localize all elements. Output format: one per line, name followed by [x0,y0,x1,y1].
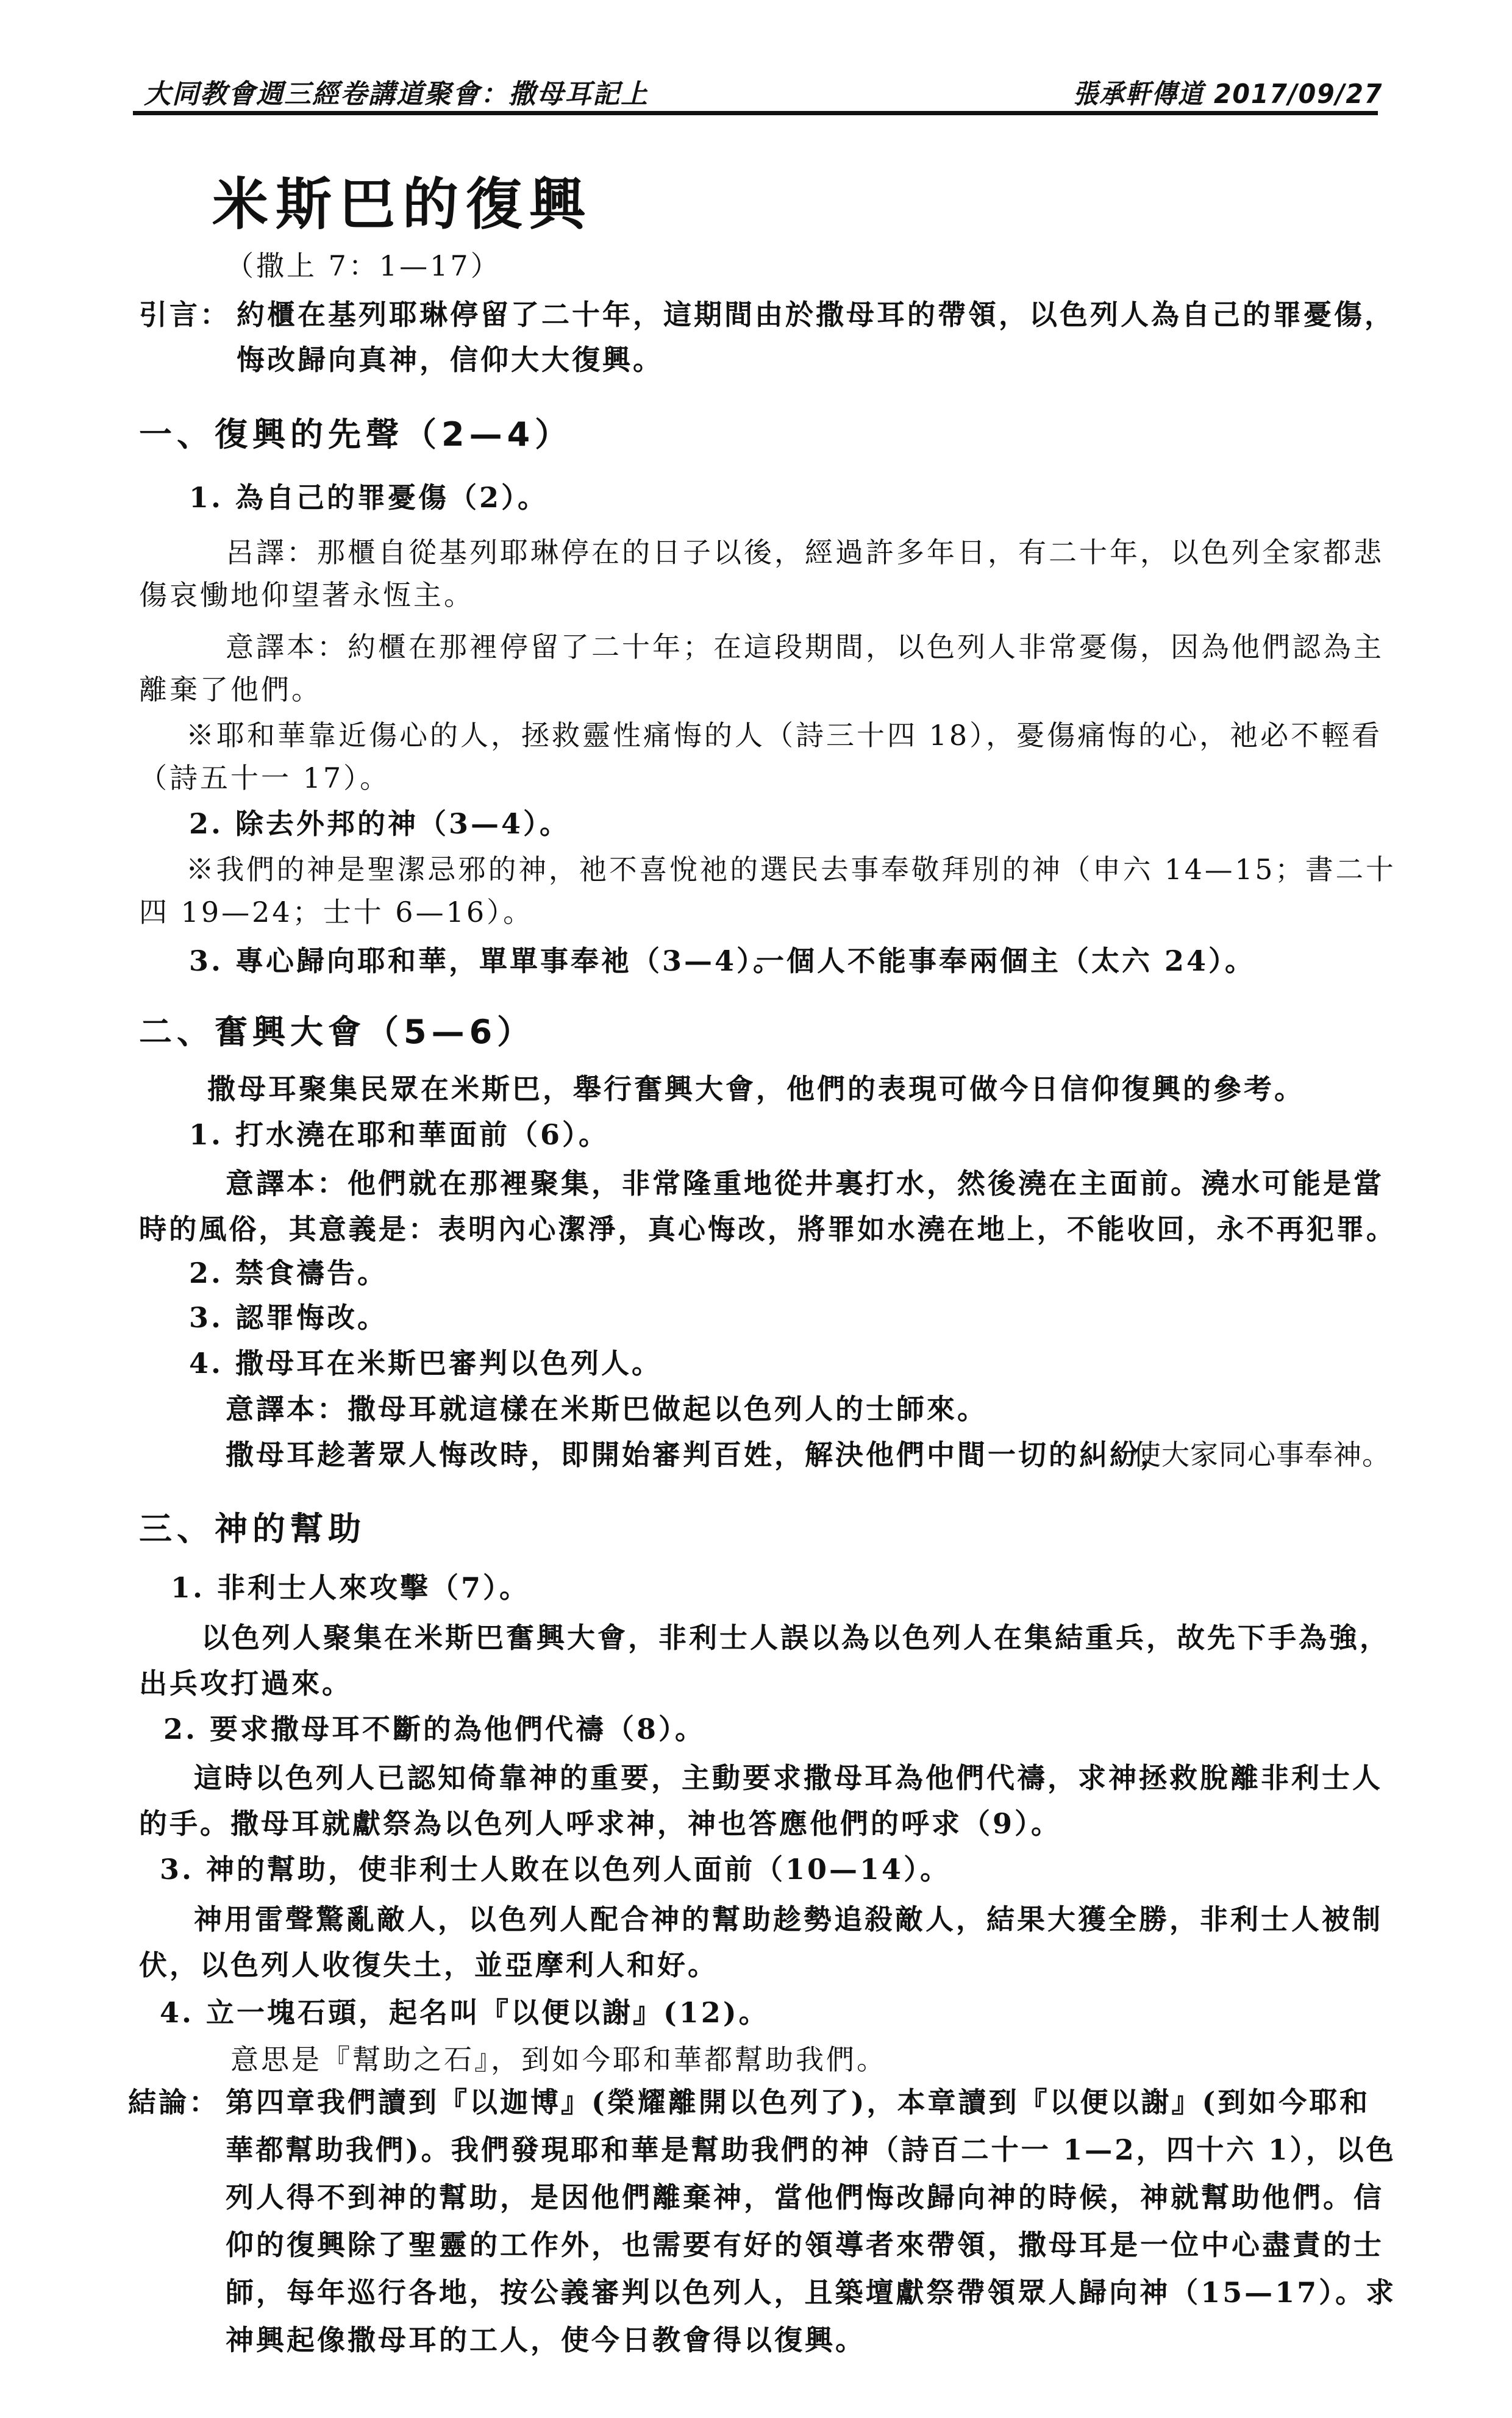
s3-point-3-title: 3. 神的幫助，使非利士人敗在以色列人面前（10—14）。 [160,1853,951,1886]
conclusion-line-5: 師，每年巡行各地，按公義審判以色列人，且築壇獻祭帶領眾人歸向神（15—17）。求 [226,2276,1397,2309]
s2-paraphrase-1: 意譯本：他們就在那裡聚集，非常隆重地從井裏打水，然後澆在主面前。澆水可能是當 [226,1167,1384,1200]
s2-point-2-title: 2. 禁食禱告。 [189,1257,388,1289]
s1-point-2-note-2: 四 19—24；士十 6—16）。 [139,896,534,929]
s1-note-2: （詩五十一 17）。 [139,761,391,794]
scripture-reference: （撒上 7：1—17） [226,249,501,282]
header-rule [133,111,1378,115]
s1-paraphrase-2: 離棄了他們。 [139,673,322,706]
s1-point-3-text: 一個人不能事奉兩個主（太六 24）。 [756,944,1256,977]
header-right: 張承軒傳道 2017/09/27 [1073,79,1383,110]
s1-point-1-title: 1. 為自己的罪憂傷（2）。 [189,481,549,514]
intro-line-2: 悔改歸向真神，信仰大大復興。 [237,343,663,376]
s3-point-1-text-2: 出兵攻打過來。 [139,1667,352,1700]
s3-point-4-text: 意思是『幫助之石』，到如今耶和華都幫助我們。 [230,2043,887,2076]
intro-line-1: 約櫃在基列耶琳停留了二十年，這期間由於撒母耳的帶領，以色列人為自己的罪憂傷， [237,298,1395,331]
s3-point-2-text-2: 的手。撒母耳就獻祭為以色列人呼求神，神也答應他們的呼求（9）。 [139,1807,1062,1840]
s2-point-4-paraphrase: 意譯本：撒母耳就這樣在米斯巴做起以色列人的士師來。 [226,1393,988,1425]
s2-point-4-title: 4. 撒母耳在米斯巴審判以色列人。 [189,1347,663,1380]
s2-point-4-note-a: 撒母耳趁著眾人悔改時，即開始審判百姓，解決他們中間一切的糾紛， [226,1438,1171,1471]
s3-point-1-title: 1. 非利士人來攻擊（7）。 [171,1571,530,1604]
section-3-heading: 三、神的幫助 [139,1510,366,1548]
header-left: 大同教會週三經卷講道聚會：撒母耳記上 [144,79,649,110]
conclusion-line-3: 列人得不到神的幫助，是因他們離棄神，當他們悔改歸向神的時候，神就幫助他們。信 [226,2181,1384,2214]
intro-label: 引言： [139,298,230,331]
page-title: 米斯巴的復興 [212,172,593,237]
conclusion-line-2: 華都幫助我們)。我們發現耶和華是幫助我們的神（詩百二十一 1—2，四十六 1），以色 [226,2133,1396,2166]
s3-point-4-title: 4. 立一塊石頭，起名叫『以便以謝』(12)。 [160,1996,769,2029]
s3-point-3-text-2: 伏，以色列人收復失土，並亞摩利人和好。 [139,1949,718,1981]
s3-point-3-text-1: 神用雷聲驚亂敵人，以色列人配合神的幫助趁勢追殺敵人，結果大獲全勝，非利士人被制 [194,1903,1383,1936]
section-2-heading: 二、奮興大會（5—6） [139,1013,535,1051]
s1-note-1: ※耶和華靠近傷心的人，拯救靈性痛悔的人（詩三十四 18），憂傷痛悔的心，祂必不輕看 [186,719,1383,752]
s2-paraphrase-2: 時的風俗，其意義是：表明內心潔淨，真心悔改，將罪如水澆在地上，不能收回，永不再犯罪。 [139,1213,1396,1246]
conclusion-label: 結論： [128,2086,219,2119]
s2-point-4-note-b: 使大家同心事奉神。 [1133,1438,1391,1471]
s1-point-3-title: 3. 專心歸向耶和華，單單事奉祂（3—4）。 [189,944,784,977]
s1-point-2-title: 2. 除去外邦的神（3—4）。 [189,807,571,840]
s1-paraphrase-1: 意譯本：約櫃在那裡停留了二十年；在這段期間，以色列人非常憂傷，因為他們認為主 [226,630,1384,663]
s3-point-2-text-1: 這時以色列人已認知倚靠神的重要，主動要求撒母耳為他們代禱，求神拯救脫離非利士人 [194,1761,1383,1794]
conclusion-line-6: 神興起像撒母耳的工人，使今日教會得以復興。 [226,2323,866,2356]
s2-point-1-title: 1. 打水澆在耶和華面前（6）。 [189,1118,610,1151]
s2-point-3-title: 3. 認罪悔改。 [189,1301,388,1334]
s1-point-2-note-1: ※我們的神是聖潔忌邪的神，祂不喜悅祂的選民去事奉敬拜別的神（申六 14—15；書二十 [186,853,1396,886]
section-1-heading: 一、復興的先聲（2—4） [139,415,573,454]
s1-lu-translation-2: 傷哀慟地仰望著永恆主。 [139,579,474,612]
conclusion-line-1: 第四章我們讀到『以迦博』(榮耀離開以色列了)，本章讀到『以便以謝』(到如今耶和 [226,2086,1371,2119]
s2-intro: 撒母耳聚集民眾在米斯巴，舉行奮興大會，他們的表現可做今日信仰復興的參考。 [207,1072,1305,1105]
s1-lu-translation-1: 呂譯：那櫃自從基列耶琳停在的日子以後，經過許多年日，有二十年，以色列全家都悲 [226,536,1384,569]
s3-point-1-text-1: 以色列人聚集在米斯巴奮興大會，非利士人誤以為以色列人在集結重兵，故先下手為強， [201,1621,1390,1654]
conclusion-line-4: 仰的復興除了聖靈的工作外，也需要有好的領導者來帶領，撒母耳是一位中心盡責的士 [226,2228,1384,2261]
s3-point-2-title: 2. 要求撒母耳不斷的為他們代禱（8）。 [163,1713,706,1746]
